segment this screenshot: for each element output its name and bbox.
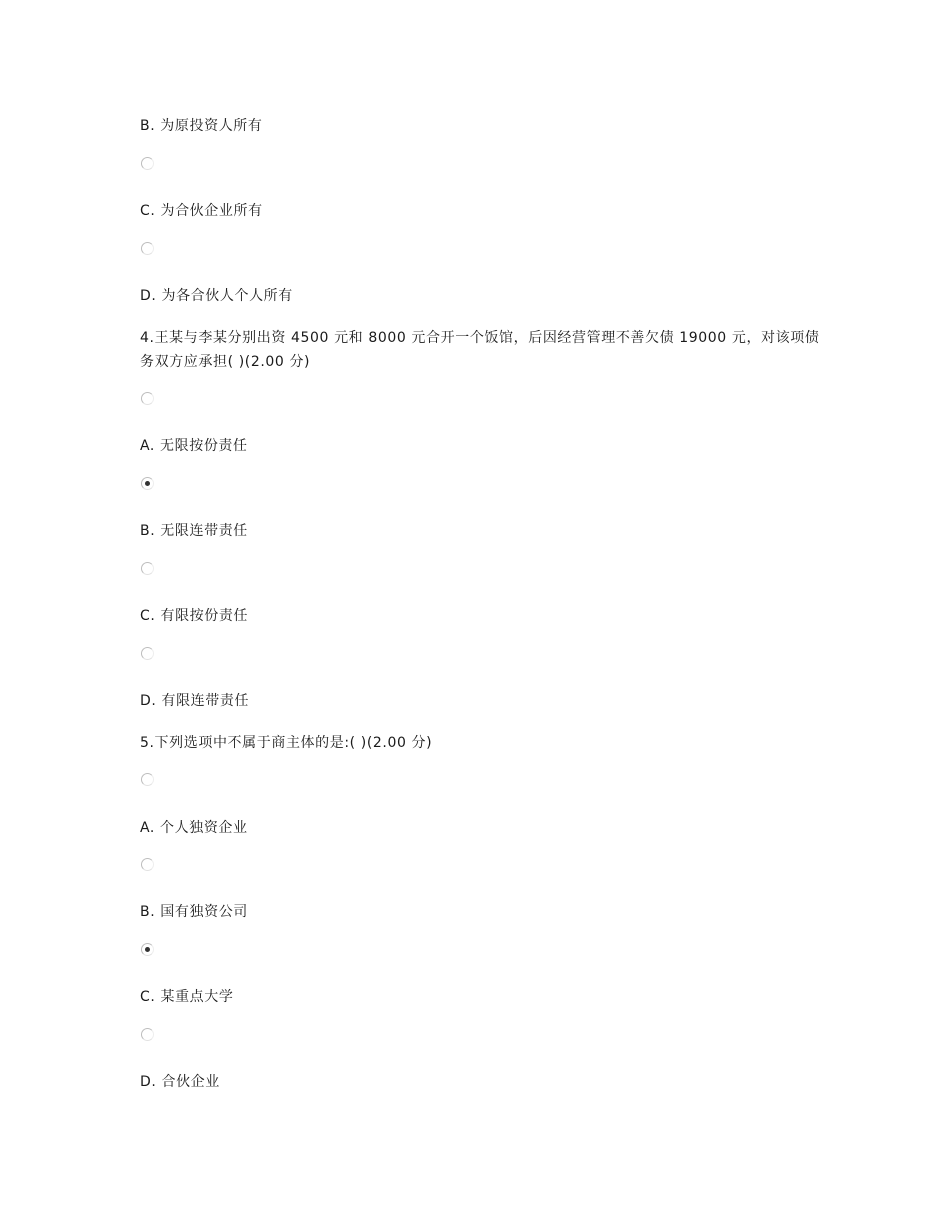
q5-question-text: 5.下列选项中不属于商主体的是:( )(2.00 分) [140,735,433,751]
q5-option-b-radio[interactable] [141,858,154,871]
q5-option-c-label: C. 某重点大学 [140,989,234,1005]
q4-option-c-label: C. 有限按份责任 [140,608,249,624]
q5-option-a-radio[interactable] [141,773,154,786]
q5-option-d-label: D. 合伙企业 [140,1074,220,1090]
q4-option-c-radio[interactable] [141,562,154,575]
q4-option-d-radio[interactable] [141,647,154,660]
q5-option-c-radio[interactable] [141,943,154,956]
q4-option-a-radio[interactable] [141,392,154,405]
q4-option-d-label: D. 有限连带责任 [140,693,250,709]
q3-option-b-label: B. 为原投资人所有 [140,118,263,134]
q3-option-c-label: C. 为合伙企业所有 [140,203,263,219]
q4-question-text: 4.王某与李某分别出资 4500 元和 8000 元合开一个饭馆，后因经营管理不善欠债 19000 元，对该项债务双方应承担( )(2.00 分) [140,330,820,370]
q3-option-d-label: D. 为各合伙人个人所有 [140,288,293,304]
q5-option-a-label: A. 个人独资企业 [140,820,248,836]
q5-option-b-label: B. 国有独资公司 [140,904,248,920]
q4-option-b-radio[interactable] [141,477,154,490]
q4-option-a-label: A. 无限按份责任 [140,438,248,454]
q3-option-d-radio[interactable] [141,242,154,255]
q5-option-d-radio[interactable] [141,1028,154,1041]
q3-option-c-radio[interactable] [141,157,154,170]
q4-option-b-label: B. 无限连带责任 [140,523,248,539]
